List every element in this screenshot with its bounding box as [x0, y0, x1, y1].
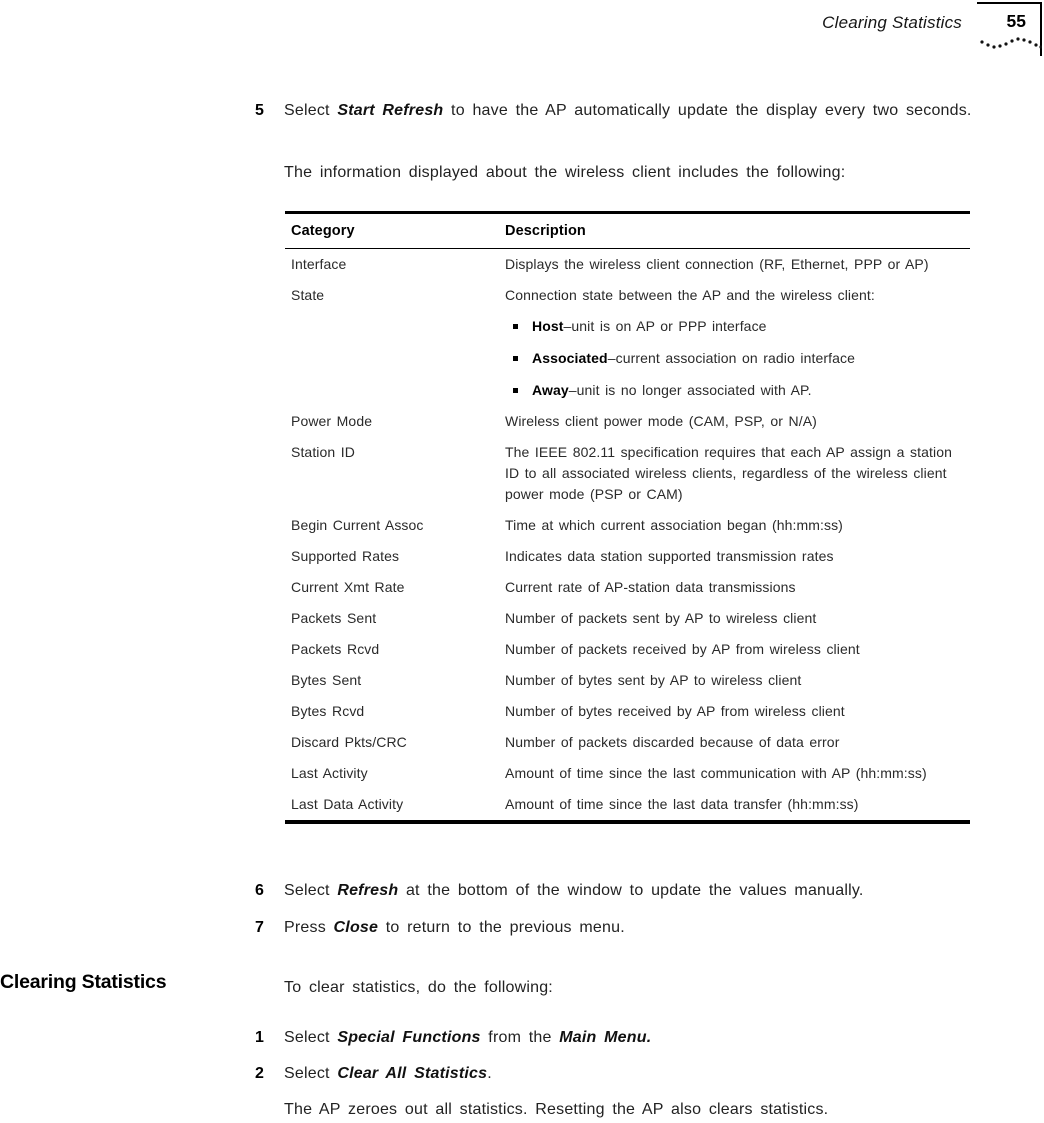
step-5-text-post: to have the AP automatically update the display every two seconds. [443, 102, 972, 119]
state-bullet-list [505, 316, 968, 401]
table-row-power-mode [285, 406, 970, 437]
row-description: Displays the wireless client connection (RF, Ethernet, PPP or AP) [505, 256, 929, 272]
step-7 [255, 914, 1020, 941]
bullet-term: Associated [532, 350, 608, 366]
step-1-number: 1 [255, 1029, 265, 1046]
table-row-begin-current-assoc [285, 510, 970, 541]
row-category: Last Activity [291, 765, 368, 781]
bullet-text [532, 316, 767, 337]
row-description [505, 285, 970, 401]
step-2 [255, 1060, 1020, 1087]
row-description: Number of packets discarded because of data error [505, 734, 840, 750]
bullet-square-icon [513, 388, 518, 393]
table-row-bytes-rcvd [285, 696, 970, 727]
row-description: Number of bytes received by AP from wireless client [505, 703, 845, 719]
table-header-description: Description [505, 223, 586, 239]
table-row-station-id [285, 437, 970, 510]
table-header-row [285, 214, 970, 249]
row-description: Indicates data station supported transmission rates [505, 548, 834, 564]
step-2-emphasis: Clear All Statistics [337, 1065, 488, 1082]
table-row-discard-pkts-crc [285, 727, 970, 758]
row-category: Discard Pkts/CRC [291, 734, 407, 750]
state-description-text: Connection state between the AP and the wireless client: [505, 287, 875, 303]
header-top-rule [977, 2, 1042, 4]
dotted-wave-decoration [980, 36, 1042, 52]
row-description: Amount of time since the last data transfer (hh:mm:ss) [505, 796, 859, 812]
step-7-text-pre: Press [284, 919, 334, 936]
row-description: The IEEE 802.11 specification requires that each AP assign a station ID to all associated wireless clients, regardless of the wireless client power mode (PSP or CAM) [505, 444, 952, 502]
row-description: Amount of time since the last communication with AP (hh:mm:ss) [505, 765, 927, 781]
step-6-text [284, 882, 864, 899]
row-description: Number of bytes sent by AP to wireless client [505, 672, 802, 688]
row-category: Supported Rates [291, 548, 400, 564]
bullet-definition: –unit is no longer associated with AP. [568, 382, 812, 398]
section-intro-paragraph: To clear statistics, do the following: [284, 979, 553, 996]
row-category: Bytes Rcvd [291, 703, 365, 719]
bullet-text [532, 348, 855, 369]
step-5 [255, 97, 1020, 124]
step-2-text-post: . [487, 1065, 492, 1082]
row-category: Last Data Activity [291, 796, 404, 812]
table-row-last-activity [285, 758, 970, 789]
step-6-emphasis: Refresh [337, 882, 399, 899]
bullet-item-away [505, 380, 968, 401]
step-6-text-pre: Select [284, 882, 338, 899]
step-5-emphasis: Start Refresh [337, 102, 444, 119]
step-1 [255, 1024, 1020, 1051]
bullet-definition: –current association on radio interface [607, 350, 855, 366]
table-row-packets-sent [285, 603, 970, 634]
row-category: Packets Sent [291, 610, 377, 626]
bullet-term: Host [532, 318, 564, 334]
bullet-square-icon [513, 356, 518, 361]
row-description: Number of packets sent by AP to wireless client [505, 610, 817, 626]
row-category: Power Mode [291, 413, 373, 429]
step-5-number: 5 [255, 102, 265, 119]
step-1-text-pre: Select [284, 1029, 338, 1046]
row-description: Number of packets received by AP from wireless client [505, 641, 860, 657]
row-category: Current Xmt Rate [291, 579, 405, 595]
row-description: Current rate of AP-station data transmissions [505, 579, 796, 595]
table-row-bytes-sent [285, 665, 970, 696]
table-row-interface [285, 249, 970, 280]
step-6 [255, 877, 1020, 904]
step-5-text-pre: Select [284, 102, 338, 119]
step-1-text-mid: from the [480, 1029, 560, 1046]
row-category: Interface [291, 256, 347, 272]
section-heading: Clearing Statistics [0, 971, 167, 993]
bullet-term: Away [532, 382, 569, 398]
closing-paragraph: The AP zeroes out all statistics. Resetting the AP also clears statistics. [284, 1101, 829, 1118]
row-description: Time at which current association began (hh:mm:ss) [505, 517, 843, 533]
table-header-category: Category [291, 223, 355, 239]
step-5-text [284, 102, 972, 119]
step-7-number: 7 [255, 919, 265, 936]
step-7-text-post: to return to the previous menu. [378, 919, 625, 936]
step-1-emphasis-special-functions: Special Functions [337, 1029, 481, 1046]
page-number: 55 [1006, 11, 1026, 31]
step-7-emphasis: Close [333, 919, 379, 936]
row-category: Begin Current Assoc [291, 517, 424, 533]
step-6-text-post: at the bottom of the window to update the values manually. [398, 882, 864, 899]
row-category: Packets Rcvd [291, 641, 380, 657]
bullet-item-host [505, 316, 968, 337]
bullet-text [532, 380, 812, 401]
stats-table [285, 211, 970, 824]
row-description: Wireless client power mode (CAM, PSP, or N/A) [505, 413, 817, 429]
bullet-square-icon [513, 324, 518, 329]
step-2-number: 2 [255, 1065, 265, 1082]
step-2-text-pre: Select [284, 1065, 338, 1082]
row-category: State [291, 287, 325, 303]
table-row-supported-rates [285, 541, 970, 572]
step-6-number: 6 [255, 882, 265, 899]
step-2-text [284, 1065, 492, 1082]
step-7-text [284, 919, 625, 936]
table-row-state [285, 280, 970, 406]
step-1-emphasis-main-menu: Main Menu. [559, 1029, 652, 1046]
table-row-current-xmt-rate [285, 572, 970, 603]
table-row-packets-rcvd [285, 634, 970, 665]
row-category: Bytes Sent [291, 672, 362, 688]
bullet-definition: –unit is on AP or PPP interface [563, 318, 767, 334]
table-intro-paragraph: The information displayed about the wireless client includes the following: [284, 164, 846, 181]
table-row-last-data-activity [285, 789, 970, 820]
row-category: Station ID [291, 444, 355, 460]
running-header-title: Clearing Statistics [822, 13, 962, 32]
step-1-text [284, 1029, 651, 1046]
bullet-item-associated [505, 348, 968, 369]
